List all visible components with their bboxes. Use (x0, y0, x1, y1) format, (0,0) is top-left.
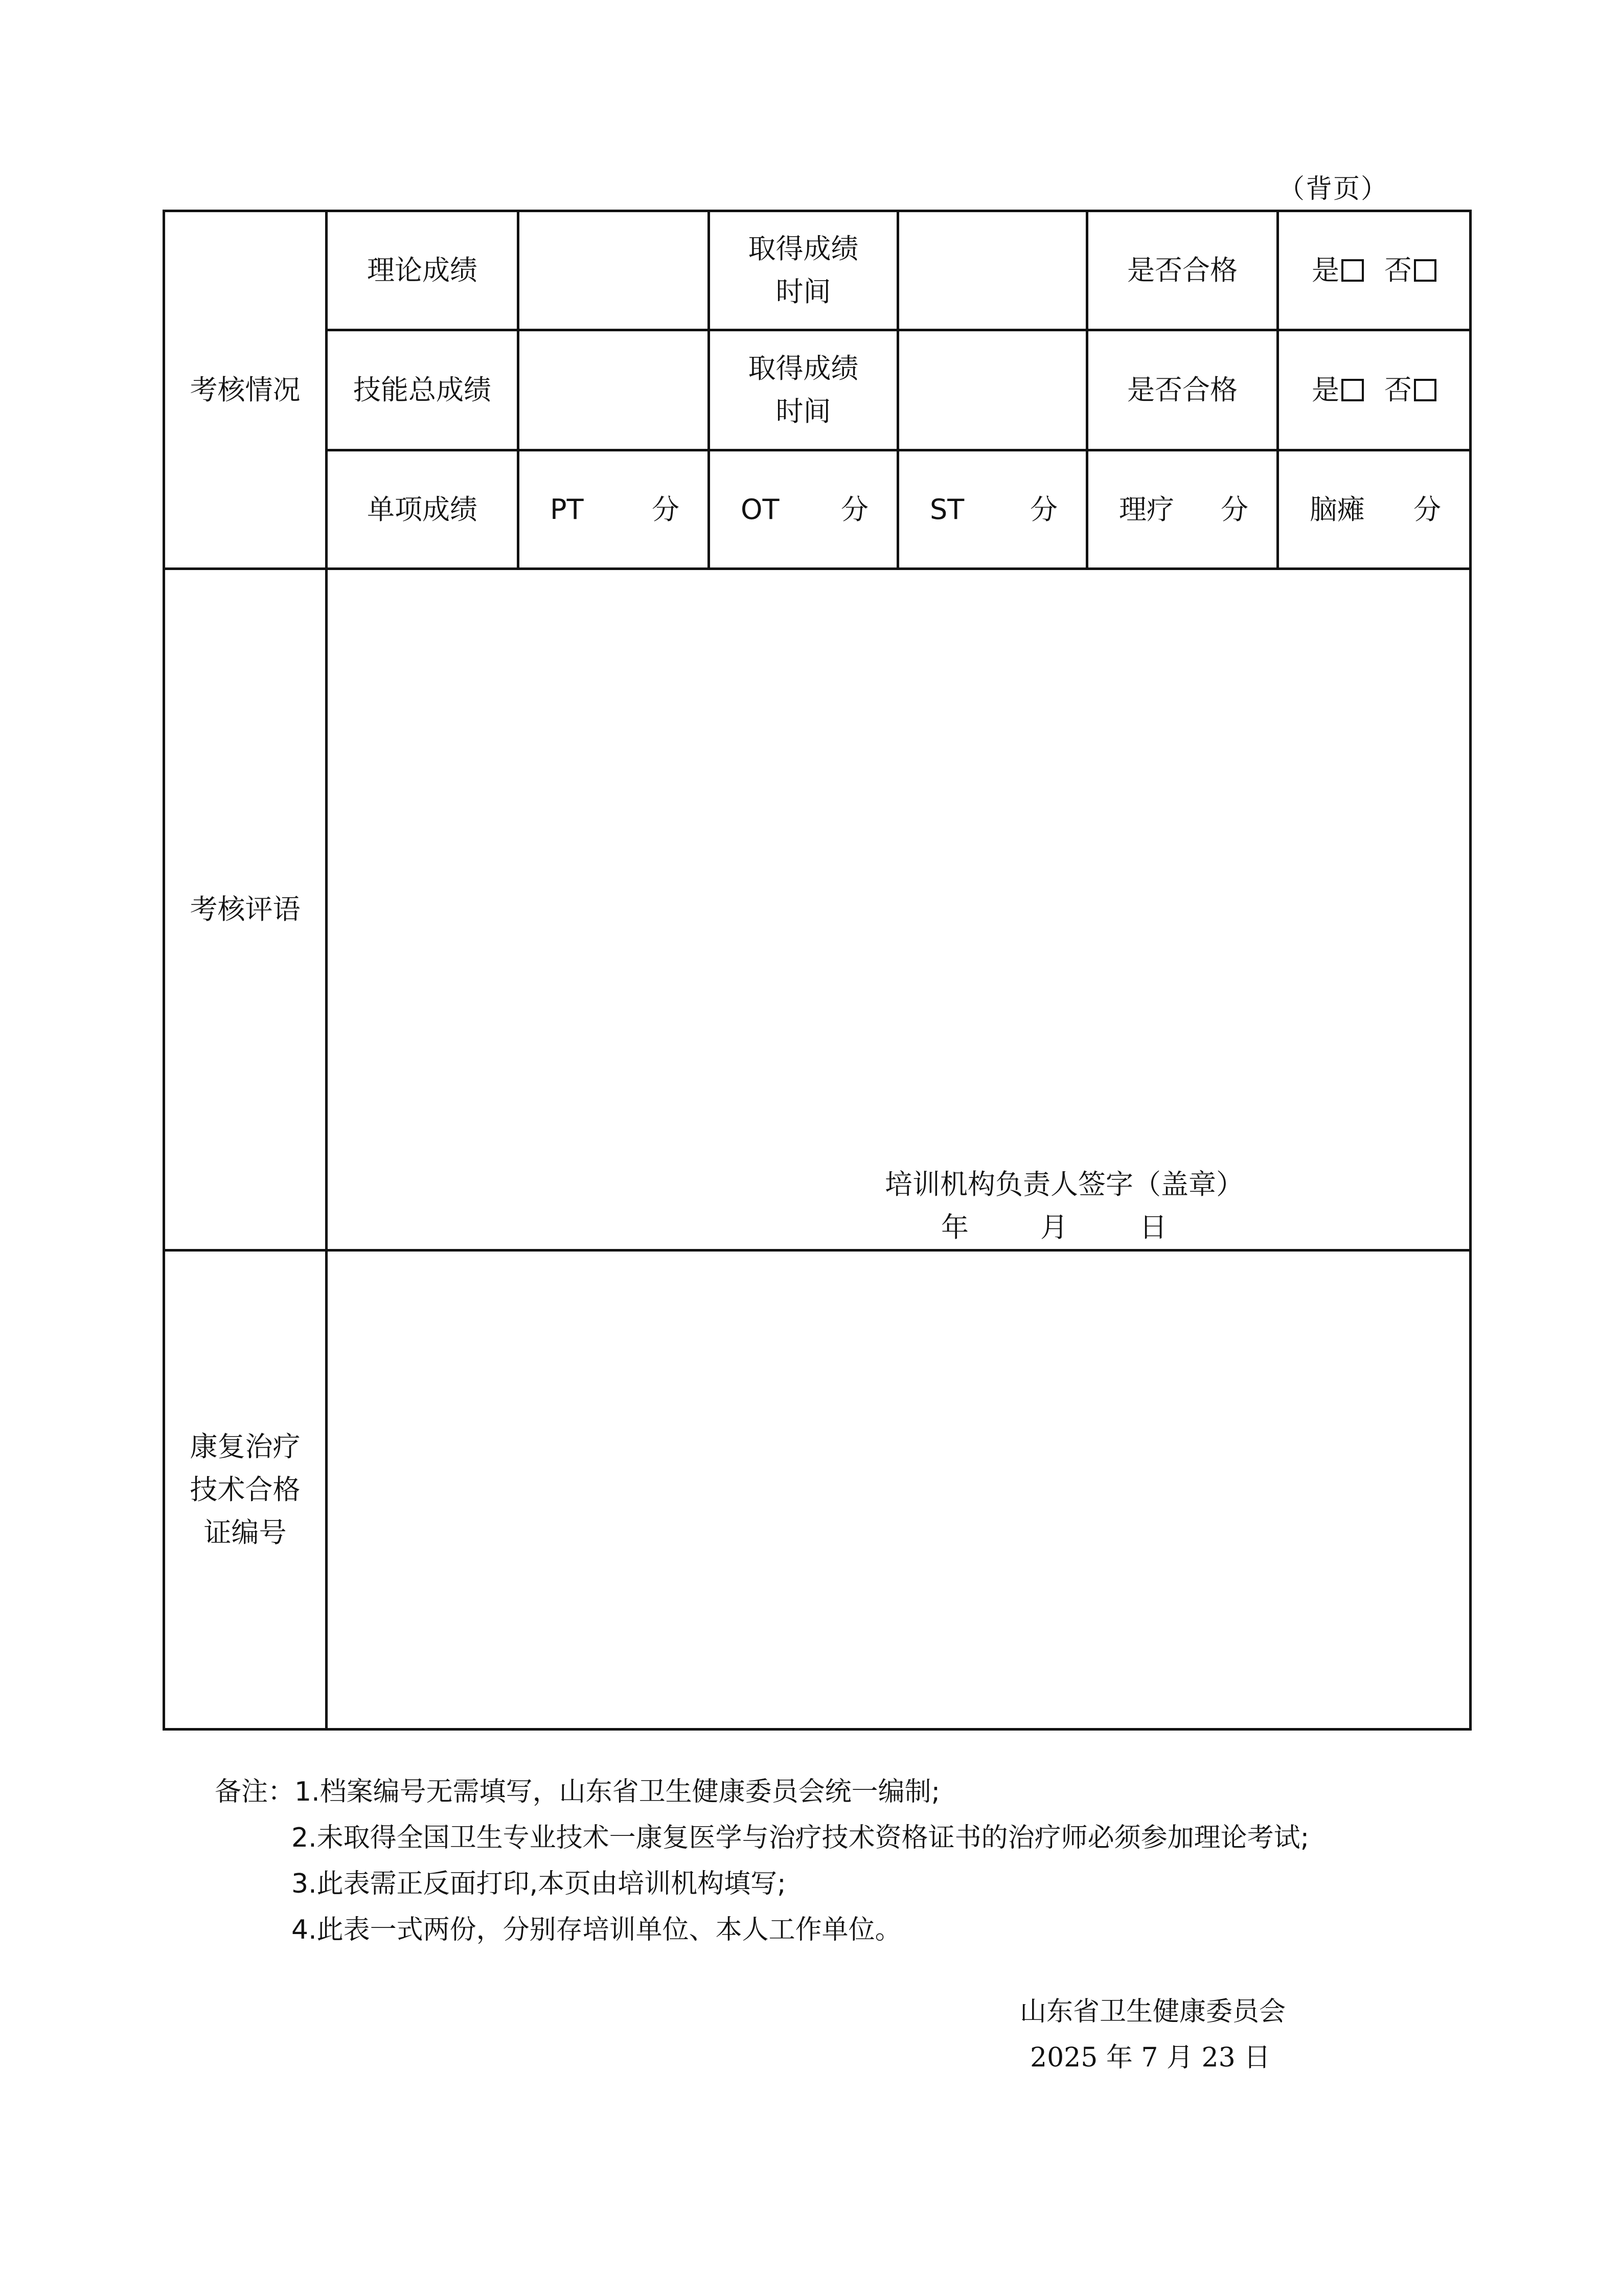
skill-pass-no[interactable] (1384, 369, 1436, 412)
subject-label: ST (930, 493, 965, 526)
month-label: 月 (1040, 1211, 1068, 1243)
unit-label: 分 (652, 493, 679, 526)
checkbox-icon[interactable] (1414, 379, 1436, 401)
skill-date-label (709, 330, 898, 450)
note-item: 2.未取得全国卫生专业技术一康复医学与治疗技术资格证书的治疗师必须参加理论考试; (291, 1823, 1310, 1853)
certificate-label-line3: 证编号 (203, 1516, 287, 1549)
item-score-cp[interactable] (1278, 450, 1471, 569)
skill-pass-options (1278, 330, 1471, 450)
item-score-label: 单项成绩 (327, 450, 518, 569)
signature-date (885, 1206, 1294, 1249)
subject-label: 理疗 (1119, 493, 1174, 526)
checkbox-icon[interactable] (1341, 259, 1364, 282)
theory-date-label-line2: 时间 (775, 276, 831, 308)
item-score-pt[interactable] (518, 450, 709, 569)
skill-pass-label: 是否合格 (1087, 330, 1278, 450)
skill-date-label-line2: 时间 (775, 395, 831, 427)
checkbox-icon[interactable] (1341, 379, 1364, 401)
issuer-block (1020, 1989, 1378, 2081)
comment-field[interactable] (327, 569, 1471, 1251)
day-label: 日 (1139, 1211, 1167, 1243)
page-tag: （背页） (1278, 174, 1389, 204)
theory-pass-no[interactable] (1384, 249, 1436, 292)
theory-date-label (709, 211, 898, 330)
subject-label: 脑瘫 (1310, 493, 1365, 526)
signature-block (885, 1163, 1294, 1249)
certificate-number-field[interactable] (327, 1251, 1471, 1730)
item-score-ot[interactable] (709, 450, 898, 569)
skill-date-field[interactable] (898, 330, 1087, 450)
skill-score-field[interactable] (518, 330, 709, 450)
exam-section-label: 考核情况 (164, 211, 327, 569)
subject-label: OT (741, 493, 780, 526)
note-text: 1.档案编号无需填写，山东省卫生健康委员会统一编制; (294, 1777, 941, 1807)
certificate-label-line2: 技术合格 (190, 1473, 301, 1506)
notes (215, 1769, 1503, 1953)
theory-date-field[interactable] (898, 211, 1087, 330)
theory-date-label-line1: 取得成绩 (748, 233, 859, 265)
theory-pass-label: 是否合格 (1087, 211, 1278, 330)
year-label: 年 (941, 1211, 969, 1243)
issuer-name: 山东省卫生健康委员会 (1020, 1996, 1286, 2027)
certificate-label (164, 1251, 327, 1730)
unit-label: 分 (841, 493, 869, 526)
certificate-label-line1: 康复治疗 (190, 1430, 301, 1463)
skill-pass-no-label: 否 (1384, 374, 1412, 406)
notes-prefix: 备注： (215, 1777, 295, 1807)
theory-score-label: 理论成绩 (327, 211, 518, 330)
unit-label: 分 (1221, 493, 1248, 526)
comment-label: 考核评语 (164, 569, 327, 1251)
subject-label: PT (550, 493, 584, 526)
record-table (163, 210, 1472, 1731)
skill-date-label-line1: 取得成绩 (748, 352, 859, 384)
theory-pass-no-label: 否 (1384, 254, 1412, 286)
theory-pass-yes-label: 是 (1312, 254, 1339, 286)
skill-score-label: 技能总成绩 (327, 330, 518, 450)
signature-label: 培训机构负责人签字（盖章） (885, 1168, 1244, 1200)
note-item: 3.此表需正反面打印,本页由培训机构填写; (291, 1869, 786, 1899)
note-item: 4.此表一式两份，分别存培训单位、本人工作单位。 (291, 1915, 902, 1945)
theory-score-field[interactable] (518, 211, 709, 330)
skill-pass-yes[interactable] (1312, 369, 1364, 412)
skill-pass-yes-label: 是 (1312, 374, 1339, 406)
note-item (215, 1769, 1503, 1815)
issue-date: 2025 年 7 月 23 日 (1030, 2042, 1271, 2073)
unit-label: 分 (1413, 493, 1441, 526)
theory-pass-options (1278, 211, 1471, 330)
checkbox-icon[interactable] (1414, 259, 1436, 282)
unit-label: 分 (1030, 493, 1058, 526)
item-score-physio[interactable] (1087, 450, 1278, 569)
item-score-st[interactable] (898, 450, 1087, 569)
theory-pass-yes[interactable] (1312, 249, 1364, 292)
